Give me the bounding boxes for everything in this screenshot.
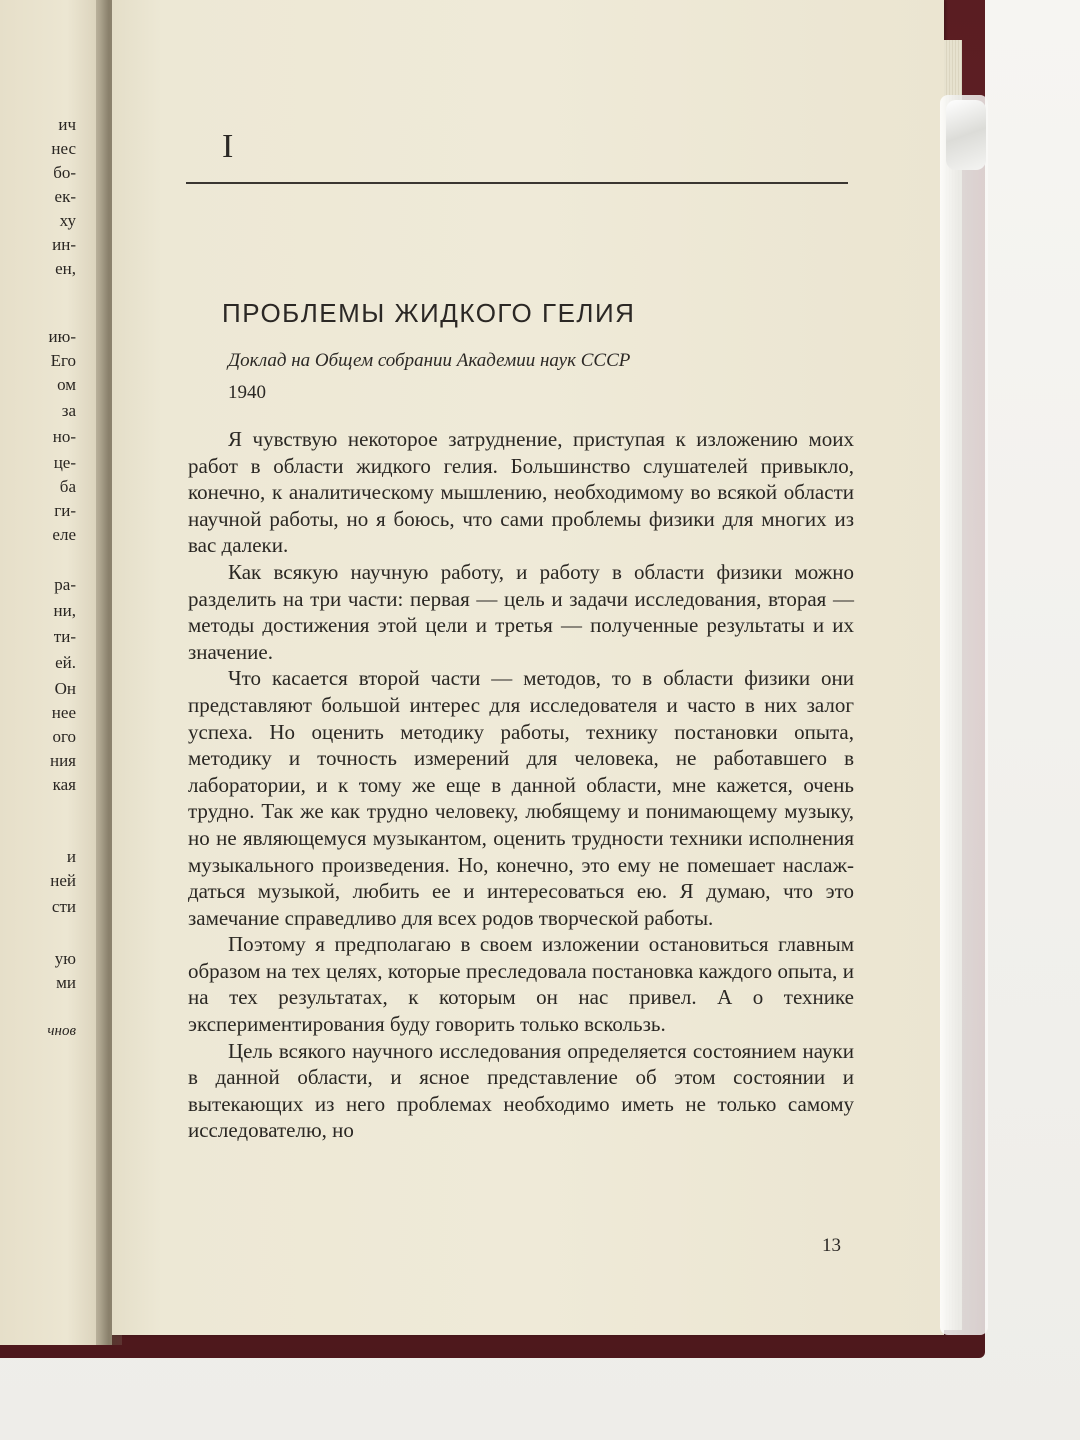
left-page-fragment: ми: [56, 973, 76, 992]
left-page-fragment: ого: [52, 727, 76, 746]
left-page-fragment: це-: [53, 453, 76, 472]
plastic-wrap: [940, 95, 988, 1335]
left-page-fragment: ом: [57, 375, 76, 394]
paragraph: Поэтому я предполагаю в своем изложении остановиться главным образом на тех целях, которые преследовала постановка каждого опыта, и на тех результатах, к которым он нас привел. А о технике экспериментирования буду говорить только вскользь.: [188, 932, 854, 1037]
left-page-fragment: ен,: [55, 259, 76, 278]
left-page-fragment: ния: [49, 751, 76, 770]
left-page-fragment: ти-: [53, 627, 76, 646]
chapter-number: I: [222, 128, 234, 165]
page-number: 13: [822, 1235, 841, 1256]
left-page-fragment: нес: [51, 139, 76, 158]
paragraph: Что касается второй части — методов, то в области физики они представляют большой интерес для исследователя и часто в них залог успеха. Но оценить методику работы, технику постановки опыта, методику и точность измерений для человека, не работавшего в лаборатории, и к тому же еще в данной области, мне кажется, очень трудно. Так же как трудно человеку, любящему и понимающему музыку, но не являющемуся музыкантом, оценить трудности техники исполнения музыкального произведения. Но, конечно, это ему не помешает наслаждаться музыкой, любить ее и интересоваться ею. Я думаю, что это замечание справедливо для всех родов творческой работы.: [188, 666, 854, 930]
left-page-fragment: нее: [51, 703, 76, 722]
left-page-fragment: за: [61, 401, 76, 420]
plastic-wrap-fold: [946, 100, 986, 170]
left-page-fragment: ую: [54, 949, 76, 968]
left-page-fragment: сти: [51, 897, 76, 916]
left-page-fragment: ней: [50, 871, 76, 890]
left-page-fragment: еле: [52, 525, 76, 544]
paragraph: Как всякую научную работу, и работу в области физики можно разделить на три части: первая — цель и задачи исследования, вторая — методы достижения этой цели и третья — полученные результаты и их значение.: [188, 559, 854, 664]
left-page-fragment: ин-: [52, 235, 76, 254]
article-title: ПРОБЛЕМЫ ЖИДКОГО ГЕЛИЯ: [222, 298, 636, 328]
left-page-fragment: ги-: [54, 501, 76, 520]
chapter-rule: [186, 182, 848, 184]
left-page-fragment: и: [66, 847, 76, 866]
article-year: 1940: [228, 382, 266, 403]
left-page-fragment: ра-: [54, 575, 76, 594]
left-page-fragment: Он: [54, 679, 76, 698]
left-page-fragment: ба: [59, 477, 76, 496]
left-page-fragment: чнов: [47, 1023, 76, 1039]
left-page-fragment: кая: [52, 775, 76, 794]
left-page-fragment: но-: [52, 427, 76, 446]
paragraph: Цель всякого научного исследования определяется состоянием науки в данной области, и ясное представление об этом состоянии и вытекающих из него проблемах необходимо иметь не только самому исследователю, но: [188, 1038, 854, 1143]
left-page-fragment: ей.: [55, 653, 76, 672]
article-subtitle: Доклад на Общем собрании Академии наук СССР: [228, 350, 631, 371]
article-body: [188, 426, 854, 1144]
left-page-fragment: Его: [50, 351, 76, 370]
left-page-fragment: ек-: [54, 187, 76, 206]
left-page-fragment: ху: [59, 211, 76, 230]
paragraph: Я чувствую некоторое затруднение, приступая к изложению моих работ в области жидкого гелия. Большинство слушателей привыкло, конечно, к аналитическому мышлению, необходимому во всякой области научной работы, но я боюсь, что сами проблемы физики для многих из вас далеки.: [188, 427, 854, 558]
left-page-fragment: ич: [58, 115, 76, 134]
left-page-fragment: бо-: [53, 163, 76, 182]
left-page-fragment: ни,: [53, 601, 76, 620]
left-page-fragment: ию-: [48, 327, 76, 346]
